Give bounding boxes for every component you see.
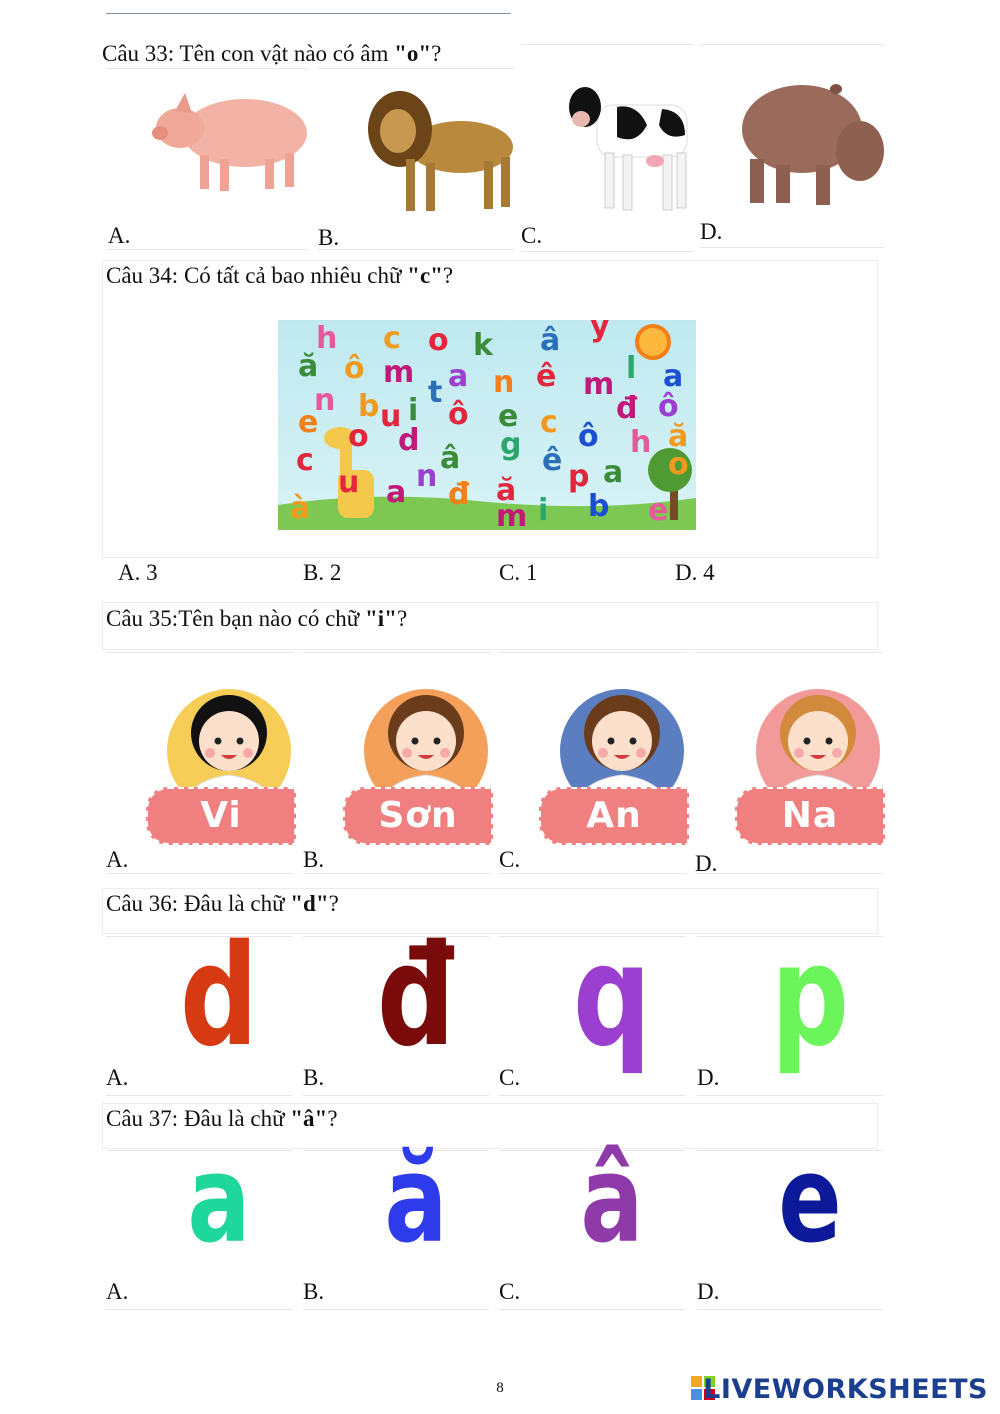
alphabet-letter: k <box>473 328 493 363</box>
option-37b-cell[interactable] <box>303 1131 489 1310</box>
alphabet-letter: đ <box>448 477 470 512</box>
option-35c-label: C. <box>499 847 521 872</box>
question-35: Câu 35:Tên bạn nào có chữ "i"? <box>106 606 408 631</box>
option-33a-label: A. <box>108 223 131 248</box>
alphabet-letter: ă <box>668 419 689 454</box>
option-33c-label: C. <box>521 223 543 248</box>
alphabet-letter: i <box>538 493 549 528</box>
page-number: 8 <box>496 1380 504 1396</box>
question-37-text: Câu 37: Đâu là chữ <box>106 1106 291 1131</box>
option-37a-cell[interactable] <box>106 1131 292 1310</box>
letter-q-glyph: q <box>572 915 652 1078</box>
alphabet-letter: i <box>408 393 419 428</box>
alphabet-letter: ê <box>536 359 557 394</box>
alphabet-letter: ă <box>298 349 319 384</box>
cow-image <box>567 75 692 215</box>
alphabet-letter: m <box>583 367 615 402</box>
option-33c-cell[interactable] <box>521 44 693 252</box>
option-37b-label: B. <box>303 1279 325 1304</box>
question-35-key: "i" <box>365 606 397 631</box>
name-tag: Sơn <box>343 787 493 845</box>
option-37c-label: C. <box>499 1279 521 1304</box>
alphabet-letter: c <box>540 405 558 440</box>
alphabet-letter: y <box>590 320 610 344</box>
alphabet-letter: ô <box>344 351 365 386</box>
question-37-key: "â" <box>290 1106 328 1131</box>
pig-image <box>150 83 310 203</box>
option-36b-label: B. <box>303 1065 325 1090</box>
alphabet-letter: d <box>398 423 420 458</box>
option-34c[interactable]: C. 1 <box>499 560 538 585</box>
question-33-key: "o" <box>394 41 432 66</box>
alphabet-letter: o <box>348 419 369 454</box>
alphabet-letter: ă <box>496 473 517 508</box>
question-35-text: Câu 35:Tên bạn nào có chữ <box>106 606 365 631</box>
liveworksheets-brand: LIVEWORKSHEETS <box>703 1374 988 1405</box>
alphabet-letter: m <box>496 499 528 530</box>
header-rule <box>106 13 511 14</box>
alphabet-letter: c <box>296 443 314 478</box>
option-35d-label: D. <box>695 851 718 876</box>
option-36c-cell[interactable] <box>499 915 685 1096</box>
alphabet-letter: p <box>568 459 590 494</box>
option-37c-cell[interactable] <box>499 1131 685 1310</box>
alphabet-letter: l <box>626 351 637 386</box>
alphabet-letter: u <box>338 465 360 500</box>
option-33a-cell[interactable] <box>106 68 308 250</box>
question-36-key: "d" <box>290 891 329 916</box>
hippo-image <box>740 69 884 215</box>
alphabet-letter: o <box>668 447 689 482</box>
alphabet-letter: ê <box>542 443 563 478</box>
alphabet-letter: à <box>290 491 311 526</box>
alphabet-letter: ô <box>578 419 599 454</box>
alphabet-letter: h <box>630 425 652 460</box>
question-33: Câu 33: Tên con vật nào có âm "o"? <box>102 41 442 66</box>
letter-ă-glyph: ă <box>384 1131 448 1270</box>
option-35d-cell[interactable] <box>695 652 883 874</box>
alphabet-letter: m <box>383 355 415 390</box>
option-33d-label: D. <box>700 219 723 244</box>
option-36b-cell[interactable] <box>303 915 489 1096</box>
name-tag: An <box>539 787 689 845</box>
question-36: Câu 36: Đâu là chữ "d"? <box>106 891 339 916</box>
alphabet-letter: t <box>428 375 443 410</box>
option-36c-label: C. <box>499 1065 521 1090</box>
option-34b[interactable]: B. 2 <box>303 560 342 585</box>
alphabet-letter: a <box>663 359 684 394</box>
question-34-text: Câu 34: Có tất cả bao nhiêu chữ <box>106 263 408 288</box>
option-36a-cell[interactable] <box>106 915 292 1096</box>
alphabet-letter: c <box>383 321 401 356</box>
alphabet-letter: â <box>440 441 461 476</box>
question-34-key: "c" <box>407 263 443 288</box>
alphabet-letter: h <box>316 321 338 356</box>
option-33b-cell[interactable] <box>318 68 514 250</box>
option-35c-cell[interactable] <box>499 652 687 874</box>
alphabet-letter: đ <box>616 391 638 426</box>
letter-e-glyph: e <box>778 1131 842 1270</box>
alphabet-letter: g <box>500 427 522 462</box>
name-tag: Vi <box>146 787 296 845</box>
option-35a-cell[interactable] <box>106 652 294 874</box>
option-34d[interactable]: D. 4 <box>675 560 715 585</box>
alphabet-letter: u <box>380 399 402 434</box>
option-37a-label: A. <box>106 1279 129 1304</box>
alphabet-letter: e <box>298 405 319 440</box>
option-35b-cell[interactable] <box>303 652 491 874</box>
alphabet-letter: n <box>493 365 515 400</box>
alphabet-letter: a <box>603 455 624 490</box>
alphabet-letter: n <box>314 383 336 418</box>
alphabet-letter: n <box>416 459 438 494</box>
option-35a-label: A. <box>106 847 129 872</box>
letter-â-glyph: â <box>580 1131 644 1270</box>
letter-p-glyph: p <box>770 915 850 1078</box>
question-34: Câu 34: Có tất cả bao nhiêu chữ "c"? <box>106 263 454 288</box>
option-33b-label: B. <box>318 225 340 250</box>
alphabet-letter: o <box>428 323 449 358</box>
letter-a-glyph: a <box>187 1131 251 1270</box>
letter-đ-glyph: đ <box>376 915 456 1078</box>
question-36-text: Câu 36: Đâu là chữ <box>106 891 291 916</box>
alphabet-letter: e <box>648 493 669 528</box>
option-36a-label: A. <box>106 1065 129 1090</box>
alphabet-letter: a <box>448 359 469 394</box>
option-34a[interactable]: A. 3 <box>118 560 158 585</box>
option-33d-cell[interactable] <box>700 44 884 248</box>
option-37d-cell[interactable] <box>697 1131 883 1310</box>
option-36d-label: D. <box>697 1065 720 1090</box>
question-33-text: Câu 33: Tên con vật nào có âm <box>102 41 395 66</box>
alphabet-letter: ô <box>658 389 679 424</box>
letter-d-glyph: d <box>179 915 259 1078</box>
question-37: Câu 37: Đâu là chữ "â"? <box>106 1106 338 1131</box>
alphabet-letter: e <box>498 399 519 434</box>
alphabet-letter: b <box>588 489 610 524</box>
option-37d-label: D. <box>697 1279 720 1304</box>
alphabet-picture <box>278 320 696 530</box>
option-35b-label: B. <box>303 847 325 872</box>
alphabet-letter: â <box>540 323 561 358</box>
alphabet-letter: b <box>358 389 380 424</box>
name-tag: Na <box>735 787 885 845</box>
alphabet-letter: ô <box>448 397 469 432</box>
lion-image <box>366 85 516 215</box>
alphabet-letter: a <box>386 475 407 510</box>
option-36d-cell[interactable] <box>697 915 883 1096</box>
